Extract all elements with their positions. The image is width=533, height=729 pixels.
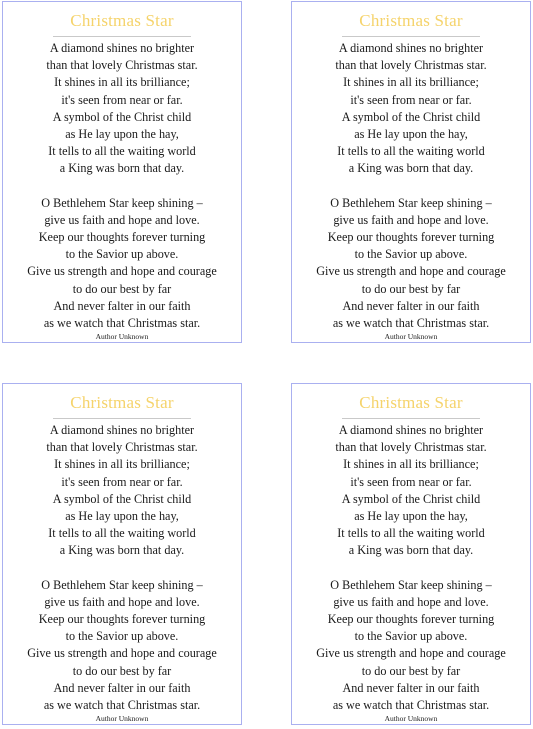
title-divider xyxy=(342,418,480,419)
poem-line: And never falter in our faith xyxy=(53,298,191,313)
poem-line: than that lovely Christmas star. xyxy=(46,58,198,73)
poem-line: A symbol of the Christ child xyxy=(52,109,192,124)
poem-author: Author Unknown xyxy=(95,332,149,342)
poem-line: O Bethlehem Star keep shining – xyxy=(330,195,492,210)
poem-line: give us faith and hope and love. xyxy=(44,212,200,227)
poem-line: to the Savior up above. xyxy=(65,629,179,644)
poem-line: to do our best by far xyxy=(361,663,461,678)
poem-line: than that lovely Christmas star. xyxy=(46,440,198,455)
poem-line: give us faith and hope and love. xyxy=(333,594,489,609)
stanza-2 xyxy=(292,577,530,715)
poem-line: as He lay upon the hay, xyxy=(65,127,179,142)
poem-line: A symbol of the Christ child xyxy=(341,109,481,124)
poem-line: as we watch that Christmas star. xyxy=(332,316,490,331)
poem-line: O Bethlehem Star keep shining – xyxy=(41,577,203,592)
poem-line: to do our best by far xyxy=(361,281,461,296)
poem-line: a King was born that day. xyxy=(348,161,474,176)
title-divider xyxy=(53,418,191,419)
poem-line: A diamond shines no brighter xyxy=(338,423,484,437)
poem-line: a King was born that day. xyxy=(59,543,185,558)
poem-line: Give us strength and hope and courage xyxy=(27,646,217,661)
poem-line: A symbol of the Christ child xyxy=(52,491,192,506)
stanza-2 xyxy=(3,195,241,333)
poem-author: Author Unknown xyxy=(384,714,438,724)
poem-line: it's seen from near or far. xyxy=(61,474,183,489)
poem-line: than that lovely Christmas star. xyxy=(335,440,487,455)
poem-line: it's seen from near or far. xyxy=(350,92,472,107)
stanza-1 xyxy=(292,422,530,560)
stanza-gap xyxy=(3,560,241,577)
poem-line: It tells to all the waiting world xyxy=(337,526,485,541)
poem-card xyxy=(291,1,531,343)
poem-line: than that lovely Christmas star. xyxy=(335,58,487,73)
poem-line: it's seen from near or far. xyxy=(61,92,183,107)
poem-line: to the Savior up above. xyxy=(354,247,468,262)
poem-line: Keep our thoughts forever turning xyxy=(327,230,495,245)
poem-line: And never falter in our faith xyxy=(53,680,191,695)
poem-line: O Bethlehem Star keep shining – xyxy=(41,195,203,210)
poem-card xyxy=(291,383,531,725)
poem-line: a King was born that day. xyxy=(59,161,185,176)
poem-line: as we watch that Christmas star. xyxy=(332,698,490,713)
poem-line: And never falter in our faith xyxy=(342,680,480,695)
poem-title: Christmas Star xyxy=(70,393,174,412)
poem-line: Keep our thoughts forever turning xyxy=(327,612,495,627)
poem-author: Author Unknown xyxy=(95,714,149,724)
poem-line: A symbol of the Christ child xyxy=(341,491,481,506)
poem-line: to the Savior up above. xyxy=(65,247,179,262)
poem-title: Christmas Star xyxy=(359,11,463,30)
poem-line: It shines in all its brilliance; xyxy=(54,75,190,90)
poem-line: as He lay upon the hay, xyxy=(354,127,468,142)
poem-line: It tells to all the waiting world xyxy=(337,144,485,159)
poem-title: Christmas Star xyxy=(70,11,174,30)
poem-author: Author Unknown xyxy=(384,332,438,342)
poem-line: Give us strength and hope and courage xyxy=(316,646,506,661)
poem-line: as we watch that Christmas star. xyxy=(43,698,201,713)
stanza-1 xyxy=(292,40,530,178)
poem-line: a King was born that day. xyxy=(348,543,474,558)
poem-line: It tells to all the waiting world xyxy=(48,526,196,541)
stanza-1 xyxy=(3,422,241,560)
poem-line: as He lay upon the hay, xyxy=(354,509,468,524)
poem-line: A diamond shines no brighter xyxy=(338,41,484,55)
title-divider xyxy=(342,36,480,37)
title-divider xyxy=(53,36,191,37)
poem-line: It tells to all the waiting world xyxy=(48,144,196,159)
poem-line: Give us strength and hope and courage xyxy=(316,264,506,279)
poem-line: to the Savior up above. xyxy=(354,629,468,644)
poem-card xyxy=(2,383,242,725)
poem-line: to do our best by far xyxy=(72,663,172,678)
stanza-2 xyxy=(3,577,241,715)
stanza-2 xyxy=(292,195,530,333)
stanza-1 xyxy=(3,40,241,178)
poem-line: Keep our thoughts forever turning xyxy=(38,612,206,627)
stanza-gap xyxy=(292,178,530,195)
poem-line: It shines in all its brilliance; xyxy=(343,75,479,90)
poem-line: as He lay upon the hay, xyxy=(65,509,179,524)
poem-line: A diamond shines no brighter xyxy=(49,423,195,437)
poem-line: It shines in all its brilliance; xyxy=(343,457,479,472)
stanza-gap xyxy=(292,560,530,577)
poem-card xyxy=(2,1,242,343)
poem-line: A diamond shines no brighter xyxy=(49,41,195,55)
poem-line: And never falter in our faith xyxy=(342,298,480,313)
poem-line: give us faith and hope and love. xyxy=(44,594,200,609)
poem-line: as we watch that Christmas star. xyxy=(43,316,201,331)
poem-line: give us faith and hope and love. xyxy=(333,212,489,227)
poem-title: Christmas Star xyxy=(359,393,463,412)
poem-line: Keep our thoughts forever turning xyxy=(38,230,206,245)
stanza-gap xyxy=(3,178,241,195)
poem-line: it's seen from near or far. xyxy=(350,474,472,489)
poem-line: Give us strength and hope and courage xyxy=(27,264,217,279)
poem-line: It shines in all its brilliance; xyxy=(54,457,190,472)
poem-line: O Bethlehem Star keep shining – xyxy=(330,577,492,592)
poem-line: to do our best by far xyxy=(72,281,172,296)
